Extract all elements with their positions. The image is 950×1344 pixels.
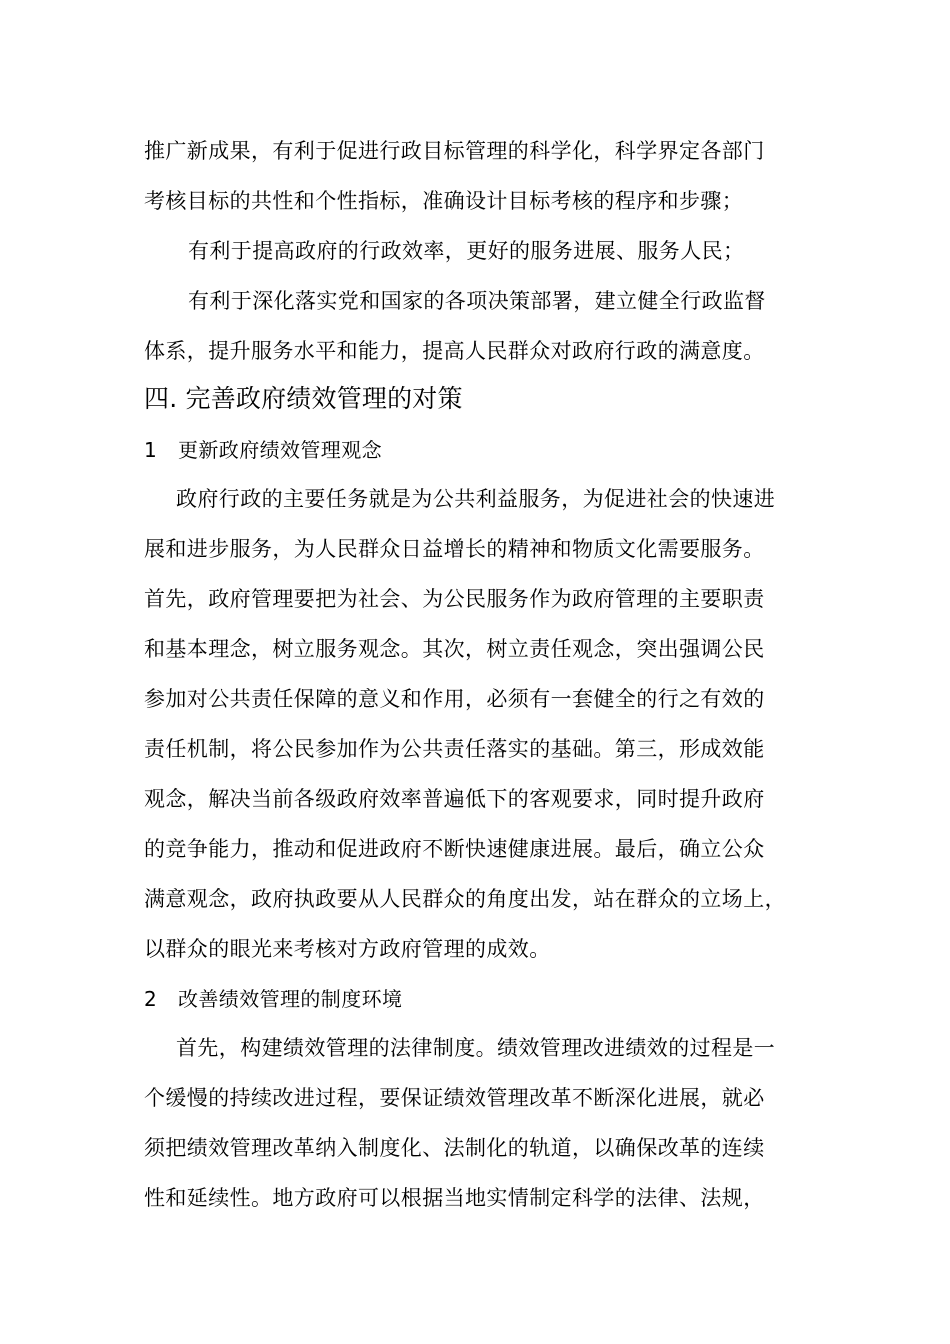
paragraph-line: 满意观念，政府执政要从人民群众的角度出发，站在群众的立场上， [144, 887, 786, 911]
paragraph-line: 首先，政府管理要把为社会、为公民服务作为政府管理的主要职责 [144, 587, 765, 611]
paragraph-line: 个缓慢的持续改进过程，要保证绩效管理改革不断深化进展，就必 [144, 1086, 765, 1110]
paragraph-line: 性和延续性。地方政府可以根据当地实情制定科学的法律、法规， [144, 1186, 765, 1210]
section-heading: 四. 完善政府绩效管理的对策 [144, 384, 463, 413]
paragraph-line: 推广新成果，有利于促进行政目标管理的科学化，科学界定各部门 [144, 139, 765, 163]
subsection-title: 改善绩效管理的制度环境 [178, 987, 403, 1011]
paragraph-line: 观念，解决当前各级政府效率普遍低下的客观要求，同时提升政府 [144, 787, 765, 811]
paragraph-line: 有利于提高政府的行政效率，更好的服务进展、服务人民； [188, 239, 745, 263]
subsection-title: 更新政府绩效管理观念 [178, 438, 382, 462]
paragraph-line: 参加对公共责任保障的意义和作用，必须有一套健全的行之有效的 [144, 687, 765, 711]
paragraph-line: 首先，构建绩效管理的法律制度。绩效管理改进绩效的过程是一 [176, 1036, 776, 1060]
paragraph-line: 政府行政的主要任务就是为公共利益服务，为促进社会的快速进 [176, 487, 776, 511]
paragraph-line: 展和进步服务，为人民群众日益增长的精神和物质文化需要服务。 [144, 537, 765, 561]
paragraph-line: 的竞争能力，推动和促进政府不断快速健康进展。最后，确立公众 [144, 837, 765, 861]
paragraph-line: 有利于深化落实党和国家的各项决策部署，建立健全行政监督 [188, 289, 766, 313]
paragraph-line: 责任机制，将公民参加作为公共责任落实的基础。第三，形成效能 [144, 737, 765, 761]
paragraph-line: 须把绩效管理改革纳入制度化、法制化的轨道，以确保改革的连续 [144, 1136, 765, 1160]
subsection-number: 2 [144, 987, 158, 1011]
subsection-heading [144, 984, 402, 1014]
paragraph-line: 考核目标的共性和个性指标，准确设计目标考核的程序和步骤； [144, 189, 744, 213]
paragraph-line: 体系，提升服务水平和能力，提高人民群众对政府行政的满意度。 [144, 339, 765, 363]
subsection-number: 1 [144, 438, 158, 462]
paragraph-line: 以群众的眼光来考核对方政府管理的成效。 [144, 937, 551, 961]
subsection-heading [144, 435, 382, 465]
paragraph-line: 和基本理念，树立服务观念。其次，树立责任观念，突出强调公民 [144, 637, 765, 661]
